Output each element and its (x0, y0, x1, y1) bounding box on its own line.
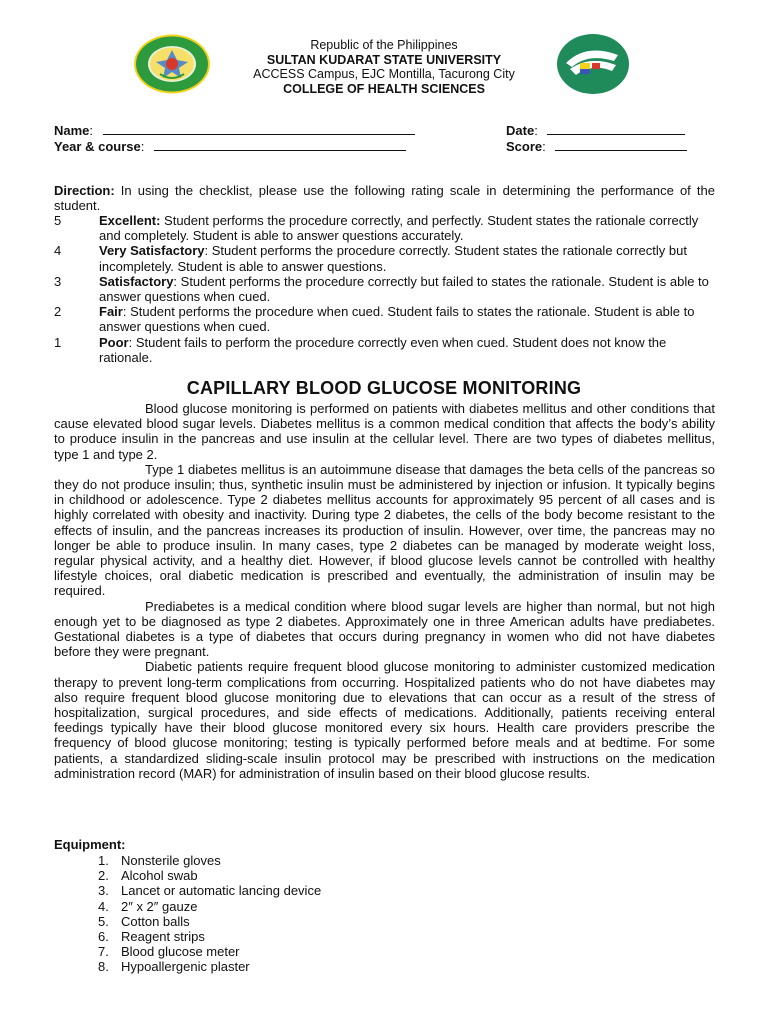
list-item (98, 883, 321, 898)
year-course-field[interactable] (154, 139, 406, 151)
rating-description: : Student performs the procedure correctly. Student states the rationale correctly but incompletely. Student is able to answer questions. (99, 243, 687, 274)
rating-description: Student performs the procedure correctly, and perfectly. Student states the rationale correctly and completely. Student is able to answer questions accurately. (99, 213, 699, 244)
name-field[interactable] (103, 123, 415, 135)
rating-description: : Student fails to perform the procedure correctly even when cued. Student does not know the rationale. (99, 334, 667, 365)
rating-scale (54, 213, 715, 365)
list-item (98, 929, 321, 944)
list-item (98, 853, 321, 868)
rating-number: 2 (54, 304, 62, 320)
header-campus: ACCESS Campus, EJC Montilla, Tacurong City (253, 67, 515, 81)
header-republic: Republic of the Philippines (310, 38, 458, 52)
direction-text: In using the checklist, please use the following rating scale in determining the performance of the student. (54, 183, 715, 214)
body-paragraph: Prediabetes is a medical condition where blood sugar levels are higher than normal, but not high enough yet to be diagnosed as type 2 diabetes. Approximately one in three American adults have prediabetes. Gestational diabetes is a type of diabetes that occurs during pregnancy in women who did not have diabetes before they were pregnant. (54, 598, 715, 660)
body-paragraph: Blood glucose monitoring is performed on patients with diabetes mellitus and other conditions that cause elevated blood sugar levels. Diabetes mellitus is a common medical condition that affects the body’s ability to produce insulin in the pancreas and use insulin at the cellular level. There are two types of diabetes mellitus, type 1 and type 2. (54, 401, 715, 462)
rating-description: : Student performs the procedure when cued. Student fails to states the rationale. Student is able to answer questions when cued. (99, 304, 695, 335)
year-course-colon: : (140, 139, 145, 154)
body-paragraph: Diabetic patients require frequent blood glucose monitoring to administer customized medication therapy to prevent long-term complications from occurring. Hospitalized patients who do not have diabetes may also require frequent blood glucose monitoring due to elevations that can occur as a result of the stress of hospitalization, surgical procedures, and side effects of medications. Additionally, patients receiving enteral feedings typically have their blood glucose monitored every six hours. Health care providers prescribe the frequency of blood glucose monitoring; testing is typically performed before meals and at bedtime. For some patients, a standardized sliding-scale insulin protocol may be prescribed with instructions on the medication administration record (MAR) for administration of insulin based on their blood glucose results. (54, 659, 715, 781)
body-text (54, 401, 715, 781)
body-paragraph: Type 1 diabetes mellitus is an autoimmune disease that damages the beta cells of the pancreas so they do not produce insulin; thus, synthetic insulin must be administered by injection or infusion. It typically begins in childhood or adolescence. Type 2 diabetes mellitus accounts for approximately 95 percent of all cases and is highly correlated with obesity and inactivity. During type 2 diabetes, the cells of the body become resistant to the effects of insulin, and the pancreas increases its production of insulin. However, over time, the pancreas may no longer be able to produce insulin. In many cases, type 2 diabetes can be managed by moderate weight loss, regular physical activity, and a healthy diet. However, if blood glucose levels cannot be controlled with healthy lifestyle choices, oral diabetic medication is prescribed and eventually, the administration of insulin may be required. (54, 461, 715, 599)
rating-term: Fair (99, 304, 123, 320)
list-number: 6. (98, 929, 109, 945)
list-text: Cotton balls (121, 913, 190, 929)
list-number: 5. (98, 913, 109, 929)
rating-item (54, 243, 715, 273)
list-text: Lancet or automatic lancing device (121, 883, 322, 899)
list-text: 2″ x 2″ gauze (121, 898, 198, 914)
name-colon: : (89, 123, 94, 138)
rating-item (54, 335, 715, 365)
year-course-row (54, 139, 714, 155)
list-text: Alcohol swab (121, 868, 198, 884)
direction-label: Direction: (54, 183, 115, 198)
rating-item (54, 304, 715, 334)
equipment-list (98, 853, 321, 975)
score-field-group (506, 139, 687, 155)
list-number: 3. (98, 883, 109, 899)
list-number: 8. (98, 959, 109, 975)
list-item (98, 899, 321, 914)
rating-term: Very Satisfactory (99, 243, 205, 259)
list-item (98, 868, 321, 883)
list-text: Nonsterile gloves (121, 853, 221, 868)
document-header (200, 38, 568, 96)
name-row (54, 123, 714, 139)
rating-item (54, 213, 715, 243)
student-info-fields (54, 123, 714, 155)
score-colon: : (542, 139, 546, 154)
rating-term: Excellent: (99, 213, 161, 228)
section-title: CAPILLARY BLOOD GLUCOSE MONITORING (186, 378, 582, 398)
equipment-heading: Equipment: (54, 837, 126, 852)
header-university: SULTAN KUDARAT STATE UNIVERSITY (266, 52, 502, 67)
score-label: Score (506, 139, 543, 154)
list-item (98, 944, 321, 959)
list-number: 2. (98, 868, 109, 884)
rating-item (54, 274, 715, 304)
list-number: 7. (98, 944, 109, 960)
year-course-label: Year & course (54, 139, 141, 154)
rating-number: 5 (54, 213, 62, 228)
direction-paragraph (54, 183, 715, 213)
date-field[interactable] (547, 123, 685, 135)
list-number: 1. (98, 853, 109, 868)
rating-term: Poor (99, 334, 129, 350)
list-text: Hypoallergenic plaster (121, 959, 250, 975)
list-text: Reagent strips (121, 929, 205, 945)
date-field-group (506, 123, 685, 139)
date-label: Date (506, 123, 535, 138)
name-label: Name (54, 123, 90, 138)
rating-number: 3 (54, 273, 62, 289)
list-number: 4. (98, 898, 109, 914)
list-text: Blood glucose meter (121, 944, 240, 960)
rating-term: Satisfactory (99, 273, 174, 289)
date-colon: : (534, 123, 538, 138)
list-item (98, 959, 321, 974)
score-field[interactable] (555, 139, 687, 151)
list-item (98, 914, 321, 929)
rating-description: : Student performs the procedure correctly but failed to states the rationale. Student is able to answer questions when cued. (99, 273, 709, 305)
rating-number: 4 (54, 243, 62, 259)
rating-number: 1 (54, 334, 62, 350)
header-college: COLLEGE OF HEALTH SCIENCES (283, 81, 485, 96)
